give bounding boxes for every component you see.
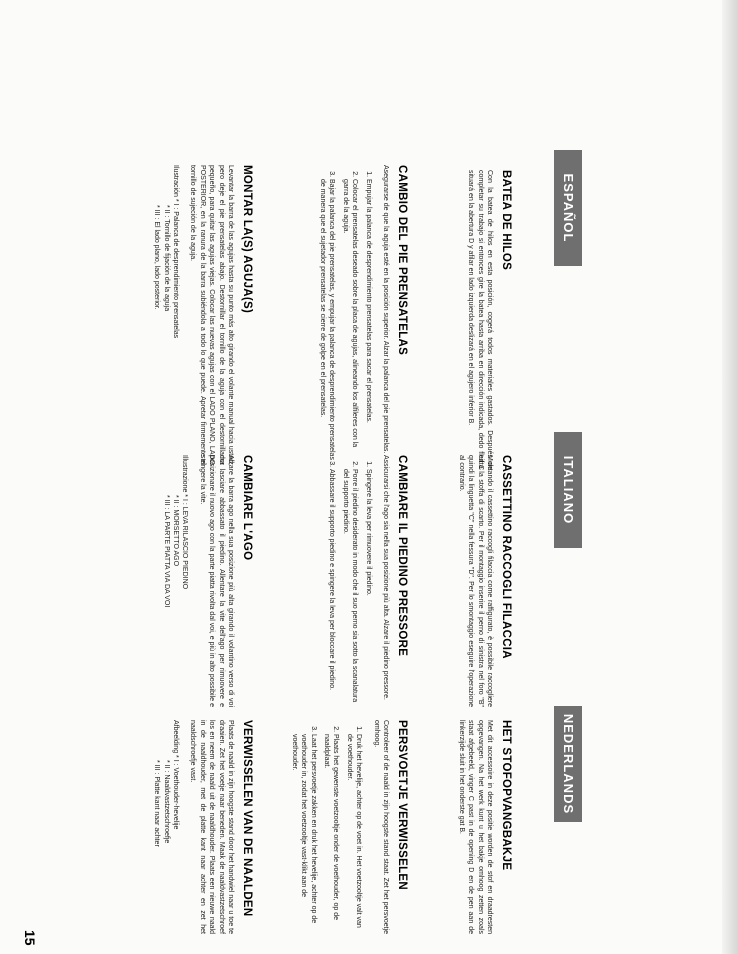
nl-presser-intro: Controleer of de naald in zijn hoogste stand staat. Zet het persvoetje omhoog. — [372, 720, 389, 934]
nl-section-presser — [281, 720, 408, 934]
it-ill-label: Illustrazione * I : LEVA RILASCIO PIEDINO — [181, 455, 189, 590]
it-bobbin-text: Montando il cassettino raccogli filaccia come raffigurato, è possibile raccogliere tutta la stoffa di scarto. Per il montaggio inserire il perno di sinistra nel foro "B" quindi la linguetta "C" nella fessura "D". Per lo smontaggio eseguire l'operazione al contrario. — [457, 455, 493, 707]
it-section-needle — [151, 455, 253, 707]
nl-section-bobbin — [448, 720, 512, 934]
nl-heading-presser: PERSVOETJE VERWISSELEN — [396, 720, 408, 890]
nl-heading-bobbin: HET STOFOPVANGBAKJE — [500, 720, 512, 871]
es-heading-bobbin: BATEA DE HILOS — [500, 170, 512, 271]
nl-presser-step: 3. Laat het persvoetje zakken en druk het hevelije, achter op de voethouder in, zodat het voetzooltje vast-klikt aan de voethouder. — [289, 734, 317, 934]
es-section-presser — [310, 165, 408, 465]
nl-presser-step: 1. Druk het hevelije, achter op de voet in. Het voetzooltje valt van de voethouder. — [344, 734, 363, 934]
es-ill-item: * II : Tornillo de fijación de la aguja — [162, 205, 170, 312]
it-presser-step: 2. Porre il piedino desiderato in modo che il suo perno sia sotto la scanalatura del supporto piedino. — [340, 469, 359, 707]
es-illustration-legend — [152, 165, 180, 465]
nl-presser-step: 2. Plaats het gewenste voetzooltje onder de voethouder, op de naaldplaat. — [322, 734, 341, 934]
tab-nederlands: NEDERLANDS — [554, 706, 582, 822]
es-presser-step: 3. Bajar la palanca del pie prensatelas, y empujar la palanca de desprendimiento prensatelas de manera que el sujetador prensatelas se cierre de golpe en el prensatelas. — [318, 179, 337, 465]
es-ill-item: * III : El lado plano, lado posterior. — [153, 205, 161, 310]
es-heading-needle: MONTAR LA(S) AGUJA(S) — [241, 165, 253, 314]
nl-bobbin-text: Met dit accessoire in deze positie worden de stof en draadresten opgevangen. Na het werk kunt u het bakje omhoog zetten zoals staat afgebeeld, vinger C past in de opening D en de pen aan de linkerzijde sluit in het onderste gat B. — [457, 720, 493, 934]
es-section-needle — [142, 165, 253, 465]
it-ill-item: * II : MORSETTO AGO — [171, 495, 179, 567]
nl-ill-item: * II : Naaldvastzetschroefje — [162, 760, 170, 844]
nl-ill-label: Afbeelding * I : Voethouder-hevelije — [171, 720, 179, 830]
tab-espanol: ESPAÑOL — [554, 150, 582, 266]
nl-heading-needle: VERWISSELEN VAN DE NAALDEN — [241, 720, 253, 917]
it-section-presser — [319, 455, 408, 707]
es-ill-label: Ilustración * I : Palanca de desprendimiento prensatelas — [171, 165, 179, 339]
it-presser-step: 1. Spingere la leva per rimuovere il piedino. — [363, 469, 372, 707]
nl-section-needle — [142, 720, 253, 934]
it-presser-steps — [327, 455, 373, 707]
it-illustration-legend — [161, 455, 189, 707]
it-heading-bobbin: CASSETTINO RACCOGLI FILACCIA — [500, 455, 512, 659]
es-section-bobbin — [458, 170, 512, 470]
it-heading-presser: CAMBIARE IL PIEDINO PRESSORE — [396, 455, 408, 657]
it-heading-needle: CAMBIARE L'AGO — [241, 455, 253, 561]
nl-ill-item: * III : Platte kant naar achter — [153, 760, 161, 847]
it-needle-text: Alzare la barra ago nella sua posizione più alta girando il volantino verso di voi ma lasciare abbassato il piedino. Allentare la vite dell'ago per rimuovere e posizionare il nuovo ago con la parte piatta rivolta dal voi, e più in alto possibile e stringere la vite. — [198, 455, 234, 707]
it-ill-item: * III : LA PARTE PIATTA VIA DA VOI — [162, 495, 170, 608]
nl-needle-text: Plaats de naald in zijn hoogste stand door het handwiel naar u toe te draaien. Zet het voetje naar beneden. Maak de naaldvastzetschroef los en neem de naald uit de naaldhouder. Plaats een nieuwe naald in de naaldhouder, met de platte kant naar achter en zet het naaldschroefje vast. — [189, 720, 234, 934]
es-presser-steps — [318, 165, 373, 465]
es-presser-step: 2. Colocar el prensatelas deseado sobre la placa de agujas, alineando los alfileres con la garra de la aguja. — [340, 179, 359, 465]
it-presser-step: 3. Abbassare il supporto piedino e spingere la leva per bloccare il piedino. — [327, 469, 336, 707]
nl-presser-steps — [289, 720, 363, 934]
es-presser-step: 1. Empujar la palanca de desprendimiento prensatelas para sacar el prensatelas. — [363, 179, 372, 465]
es-presser-intro: Asegurarse de que la aguja esté en la posición superior. Alzar la palanca del pie prensatelas. — [382, 165, 389, 454]
es-bobbin-text: Con la batea de hilos en esta posición, cogerá todos materiales gastados. Después de completar su trabajo si entonces gire la batea hasta arriba en dirección indicada, dedo fleif C situará en la abertura D y afilar en lado izquierda deslizará en el agujero inferior B. — [467, 170, 493, 470]
es-heading-presser: CAMBIO DEL PIE PRENSATELAS — [396, 165, 408, 356]
es-needle-text: Levantar la barra de las agujas hasta su punto más alto girando el volante manual hacia usted, pero deje el pie prensatelas abajo. Destornillar el tornillo de la aguja con el destornillador pequeño, para quitar las agujas viejas. Colocar las nuevas agujas con el LADO PLANO, LADO POSTERIOR, en la ranura de la barra subiéndola a todo lo que puede. Apretar firmemente el tornillo de sujeción de la aguja. — [189, 165, 234, 465]
nl-illustration-legend — [152, 720, 180, 934]
it-presser-intro: Assicurarsi che l'ago sia nella sua posizione più alta. Alzare il piedino pressore. — [382, 455, 389, 700]
it-section-bobbin — [448, 455, 512, 707]
tab-italiano: ITALIANO — [554, 432, 582, 548]
page-number: 15 — [22, 930, 38, 946]
